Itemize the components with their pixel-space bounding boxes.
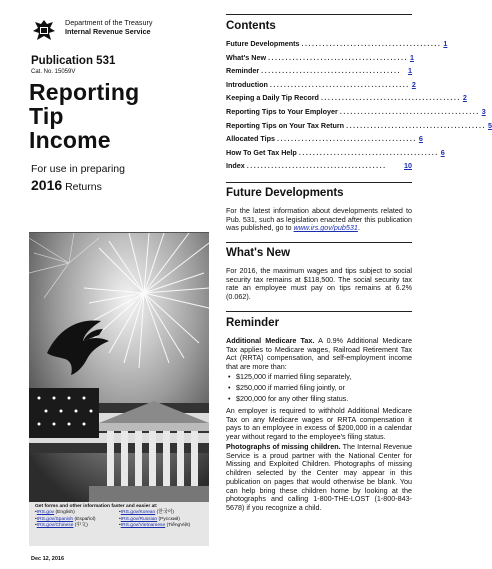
threshold-list — [226, 372, 412, 405]
missing-children-lead: Photographs of missing children. — [226, 442, 341, 451]
link-irs-vietnamese[interactable]: IRS.gov/Vietnamese — [120, 523, 166, 529]
toc-item-index[interactable] — [226, 161, 412, 175]
toc-page-link[interactable]: 5 — [487, 120, 492, 130]
link-irs-korean[interactable]: IRS.gov/Korean — [120, 510, 156, 516]
for-use-text: For use in preparing — [31, 163, 125, 175]
toc-page-link[interactable]: 3 — [481, 106, 486, 116]
lang-label: (TiếngViệt) — [166, 523, 191, 529]
title-line-1: Reporting — [29, 79, 140, 105]
divider — [226, 242, 412, 243]
agency-irs: Internal Revenue Service — [65, 27, 151, 36]
missing-children-paragraph — [226, 443, 412, 513]
tax-year: 2016 — [31, 177, 63, 193]
publication-date: Dec 12, 2016 — [31, 556, 65, 562]
toc-item-future-developments[interactable] — [226, 39, 448, 53]
future-developments-text — [226, 207, 412, 233]
toc-label: Reminder — [226, 66, 260, 76]
employer-withhold-paragraph: An employer is required to withhold Additional Medicare Tax on any Medicare wages or RRTA compensation it pays to an employee in excess of $200,000 in a calendar year without regard to the employee's filing status. — [226, 406, 412, 442]
agency-department: Department of the Treasury — [65, 18, 153, 27]
cover-photo — [29, 232, 209, 502]
title-line-3: Income — [29, 127, 111, 153]
cover-left-column — [0, 0, 213, 569]
additional-medicare-paragraph — [226, 337, 412, 372]
toc-label: Future Developments — [226, 39, 300, 48]
list-item — [35, 523, 119, 529]
toc-label: Introduction — [226, 79, 268, 89]
toc-page-link[interactable]: 2 — [411, 79, 416, 89]
toc-leader: ........................................ — [346, 120, 486, 130]
toc-page-link[interactable]: 10 — [404, 161, 412, 171]
get-forms-box — [29, 502, 209, 546]
medicare-lead: Additional Medicare Tax. — [226, 336, 315, 345]
toc-label: Keeping a Daily Tip Record — [226, 93, 319, 103]
links-right-list — [119, 510, 203, 529]
toc-label: Reporting Tips to Your Employer — [226, 106, 338, 116]
list-item: • $125,000 if married filing separately, — [226, 372, 412, 383]
toc-leader: ........................................ — [261, 66, 402, 76]
reminder-heading: Reminder — [226, 317, 280, 329]
toc-leader: ........................................ — [268, 52, 408, 62]
toc-page-link[interactable]: 2 — [462, 93, 467, 103]
publication-title — [29, 80, 139, 152]
agency-block — [31, 18, 153, 44]
missing-children-text: The Internal Revenue Service is a proud partner with the National Center for Missing and Exploited Children. Photographs of missing children selected by the Center may appear in this publication on pages that would otherwise be blank. You can help bring these children home by looking at the photographs and calling 1-800-THE-LOST (1-800-843-5678) if you recognize a child. — [226, 442, 412, 512]
future-text: For the latest information about developments related to Pub. 531, such as legislation enacted after this publication was published, go to — [226, 206, 412, 233]
irs-eagle-logo-icon — [31, 18, 57, 44]
lang-label: (Pусский) — [158, 516, 180, 522]
divider — [226, 311, 412, 312]
toc-leader: ........................................ — [320, 93, 461, 103]
link-irs-english[interactable]: IRS.gov — [36, 510, 55, 516]
divider — [226, 14, 412, 15]
list-item: • $200,000 for any other filing status. — [226, 394, 412, 405]
toc-leader: ........................................ — [339, 106, 480, 116]
table-of-contents — [226, 39, 492, 175]
toc-item-allocated-tips[interactable] — [226, 134, 423, 148]
toc-leader: ........................................ — [298, 147, 439, 157]
medicare-text: A 0.9% Additional Medicare Tax applies to Medicare wages, Railroad Retirement Tax Act (RRTA) compensation, and self-employment income that are more than: — [226, 336, 412, 372]
lang-label: (English) — [55, 510, 75, 516]
lang-label: (中文) — [74, 523, 88, 529]
toc-leader: ........................................ — [246, 161, 387, 171]
toc-item-tips-on-tax-return[interactable] — [226, 120, 492, 135]
toc-label: Index — [226, 161, 245, 171]
title-line-2: Tip — [29, 103, 64, 129]
eagle-fireworks-capitol-flag-icon — [29, 233, 209, 503]
toc-item-whats-new[interactable] — [226, 53, 412, 67]
toc-label: What's New — [226, 52, 267, 62]
toc-leader: ........................................ — [301, 39, 442, 48]
tax-year-line — [31, 177, 102, 193]
pub531-link[interactable]: www.irs.gov/pub531 — [293, 223, 358, 233]
list-item: • $250,000 if married filing jointly, or — [226, 383, 412, 394]
link-irs-spanish[interactable]: IRS.gov/Spanish — [36, 516, 74, 522]
list-item — [119, 523, 203, 529]
toc-page-link[interactable]: 1 — [443, 39, 448, 48]
publication-number: Publication 531 — [31, 55, 116, 67]
link-irs-russian[interactable]: IRS.gov/Russian — [120, 516, 158, 522]
toc-page-link[interactable]: 1 — [409, 52, 414, 62]
link-irs-chinese[interactable]: IRS.gov/Chinese — [36, 523, 74, 529]
toc-leader: ........................................ — [269, 79, 410, 89]
toc-item-reminder[interactable] — [226, 66, 412, 80]
toc-item-tips-to-employer[interactable] — [226, 106, 486, 121]
links-left-list — [35, 510, 119, 529]
toc-leader: ........................................ — [277, 134, 417, 144]
divider — [226, 182, 412, 183]
future-developments-heading: Future Developments — [226, 187, 344, 199]
year-suffix: Returns — [65, 181, 102, 193]
get-forms-heading: Get forms and other information faster and easier at: — [35, 504, 158, 509]
toc-item-tax-help[interactable] — [226, 147, 445, 162]
toc-label: How To Get Tax Help — [226, 147, 297, 157]
whats-new-heading: What's New — [226, 247, 291, 259]
lang-label: (Español) — [74, 516, 96, 522]
toc-item-introduction[interactable] — [226, 79, 416, 94]
lang-label: (한국어) — [156, 510, 175, 516]
future-text-end: . — [357, 223, 360, 233]
whats-new-text: For 2016, the maximum wages and tips subject to social security tax remains at $118,500. The social security tax rate an employee must pay on tips remains at 6.2% (0.062). — [226, 266, 412, 302]
contents-heading: Contents — [226, 20, 276, 32]
toc-label: Allocated Tips — [226, 134, 275, 144]
toc-page-link[interactable]: 6 — [440, 147, 445, 157]
toc-label: Reporting Tips on Your Tax Return — [226, 120, 345, 130]
catalog-number: Cat. No. 15059V — [31, 69, 76, 75]
toc-page-link[interactable]: 1 — [408, 66, 412, 76]
toc-page-link[interactable]: 6 — [418, 134, 423, 144]
toc-item-daily-tip-record[interactable] — [226, 93, 467, 107]
